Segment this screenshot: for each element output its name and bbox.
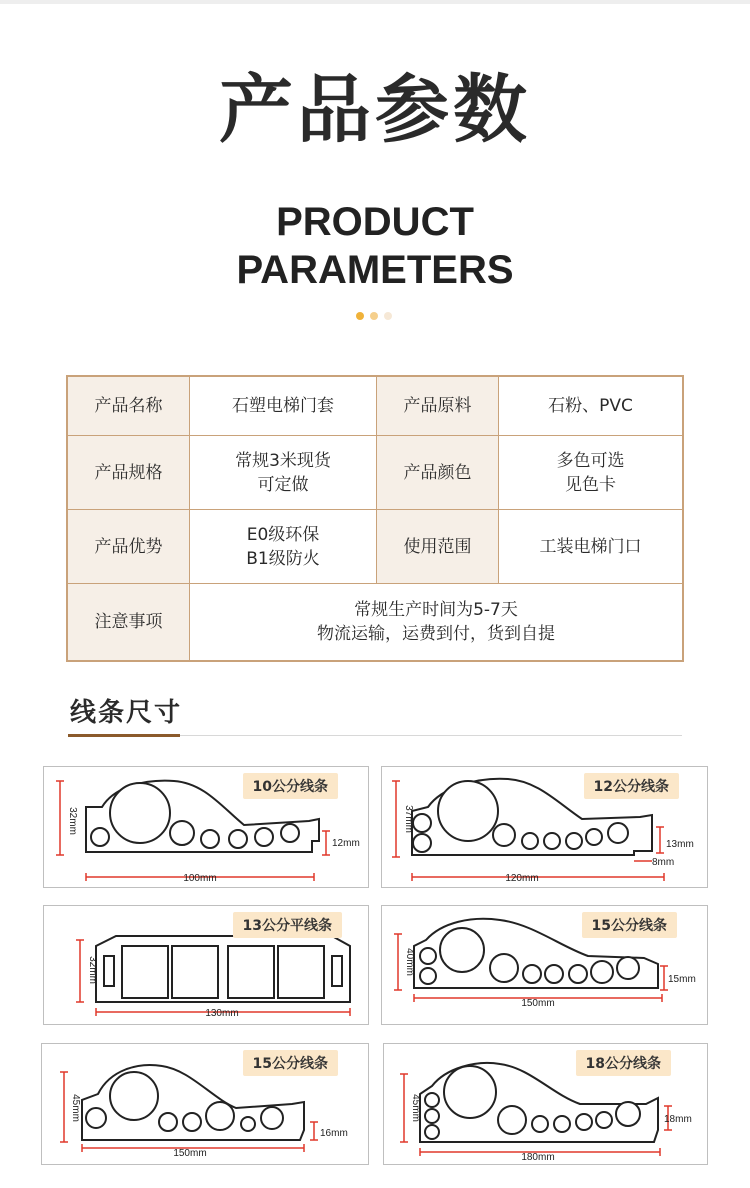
edge-dimension: 16mm bbox=[320, 1128, 348, 1139]
height-dimension: 45mm bbox=[70, 1094, 81, 1122]
profile-card bbox=[43, 766, 369, 888]
edge-dimension: 18mm bbox=[664, 1114, 692, 1125]
profile-tag: 10公分线条 bbox=[243, 773, 338, 799]
height-dimension: 40mm bbox=[404, 948, 415, 976]
edge-dimension: 12mm bbox=[332, 838, 360, 849]
width-dimension: 120mm bbox=[505, 873, 539, 884]
label-product-name: 产品名称 bbox=[68, 377, 189, 435]
profile-tag: 18公分线条 bbox=[576, 1050, 671, 1076]
label-advantage: 产品优势 bbox=[68, 510, 189, 583]
height-dimension: 45mm bbox=[410, 1094, 421, 1122]
value-advantage-line-1: E0级环保 bbox=[246, 524, 320, 545]
profile-tag: 13公分平线条 bbox=[233, 912, 342, 938]
width-dimension: 100mm bbox=[183, 873, 217, 884]
edge-dimension: 15mm bbox=[668, 974, 696, 985]
value-spec-line-1: 常规3米现货 bbox=[235, 450, 331, 471]
width-dimension: 130mm bbox=[205, 1008, 239, 1019]
table-divider bbox=[68, 435, 682, 436]
table-divider bbox=[498, 377, 499, 583]
label-color: 产品颜色 bbox=[377, 436, 498, 509]
label-notes: 注意事项 bbox=[68, 584, 189, 660]
height-dimension: 32mm bbox=[87, 956, 98, 984]
width-dimension: 150mm bbox=[173, 1148, 207, 1159]
value-color bbox=[499, 436, 682, 509]
height-dimension: 37mm bbox=[403, 805, 414, 833]
page-title: 产品参数 bbox=[219, 67, 531, 153]
value-color-line-1: 多色可选 bbox=[556, 450, 625, 471]
table-divider bbox=[189, 377, 190, 660]
value-spec bbox=[190, 436, 376, 509]
profile-tag: 12公分线条 bbox=[584, 773, 679, 799]
profile-card bbox=[383, 1043, 708, 1165]
value-notes-line-1: 常规生产时间为5-7天 bbox=[354, 600, 518, 620]
extra-dimension: 8mm bbox=[652, 857, 675, 868]
value-usage: 工装电梯门口 bbox=[539, 536, 642, 557]
subtitle-line-1: PRODUCT bbox=[276, 200, 474, 244]
label-spec: 产品规格 bbox=[68, 436, 189, 509]
parameters-table bbox=[66, 375, 684, 662]
subtitle-line-2: PARAMETERS bbox=[236, 248, 514, 292]
dot-icon bbox=[356, 312, 364, 320]
dot-icon bbox=[384, 312, 392, 320]
section-underline-accent bbox=[68, 734, 180, 737]
value-advantage-line-2: B1级防火 bbox=[246, 548, 320, 569]
profile-tag: 15公分线条 bbox=[582, 912, 677, 938]
profile-card bbox=[41, 1043, 369, 1165]
value-material: 石粉、PVC bbox=[548, 396, 633, 416]
value-spec-line-2: 可定做 bbox=[257, 474, 309, 495]
profile-card bbox=[381, 766, 708, 888]
dot-icon bbox=[370, 312, 378, 320]
page-subtitle bbox=[0, 198, 750, 294]
edge-dimension: 13mm bbox=[666, 839, 694, 850]
table-divider bbox=[68, 583, 682, 584]
profile-card bbox=[43, 905, 369, 1025]
table-divider bbox=[68, 509, 682, 510]
section-title: 线条尺寸 bbox=[70, 698, 183, 728]
height-dimension: 32mm bbox=[67, 807, 78, 835]
top-divider bbox=[0, 0, 750, 4]
width-dimension: 150mm bbox=[521, 998, 555, 1009]
profile-card bbox=[381, 905, 708, 1025]
profile-tag: 15公分线条 bbox=[243, 1050, 338, 1076]
label-material: 产品原料 bbox=[377, 377, 498, 435]
table-divider bbox=[376, 377, 377, 583]
label-usage: 使用范围 bbox=[377, 510, 498, 583]
width-dimension: 180mm bbox=[521, 1152, 555, 1163]
value-notes-line-2: 物流运输，运费到付，货到自提 bbox=[317, 624, 555, 644]
value-product-name: 石塑电梯门套 bbox=[232, 396, 334, 416]
value-advantage bbox=[190, 510, 376, 583]
value-notes bbox=[190, 584, 682, 660]
value-color-line-2: 见色卡 bbox=[565, 474, 616, 495]
